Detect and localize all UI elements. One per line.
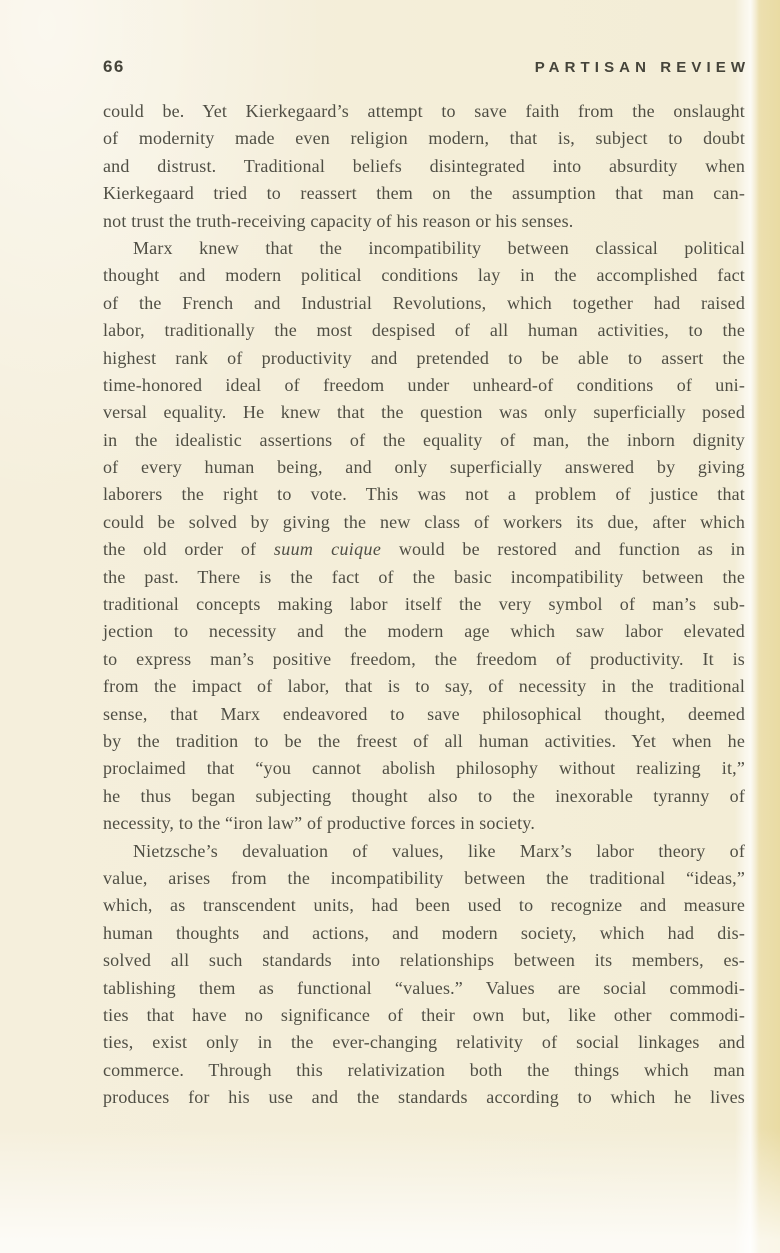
text-line: of modernity made even religion modern, that is, subject to doubt (103, 128, 745, 149)
paragraph (103, 98, 745, 235)
text-line: necessity, to the “iron law” of productive forces in society. (103, 813, 536, 834)
page-header (103, 57, 751, 79)
text-line: human thoughts and actions, and modern society, which had dis- (103, 922, 745, 943)
text-line: proclaimed that “you cannot abolish philosophy without realizing it,” (103, 758, 745, 779)
text-line: not trust the truth-receiving capacity of his reason or his senses. (103, 210, 574, 231)
text-line: Nietzsche’s devaluation of values, like Marx’s labor theory of (133, 840, 745, 861)
text-line: ties that have no significance of their own but, like other commodi- (103, 1004, 745, 1025)
text-line: in the idealistic assertions of the equality of man, the inborn dignity (103, 429, 745, 450)
text-line: the past. There is the fact of the basic incompatibility between the (103, 566, 745, 587)
text-line: which, as transcendent units, had been used to recognize and measure (103, 895, 745, 916)
page-number: 66 (103, 57, 125, 76)
text-line: sense, that Marx endeavored to save philosophical thought, deemed (103, 703, 745, 724)
text-line: commerce. Through this relativization both the things which man (103, 1059, 745, 1080)
text-line: to express man’s positive freedom, the freedom of productivity. It is (103, 648, 745, 669)
text-line: Kierkegaard tried to reassert them on the assumption that man can- (103, 183, 745, 204)
text-line: ties, exist only in the ever-changing relativity of social linkages and (103, 1032, 745, 1053)
text-line: could be solved by giving the new class of workers its due, after which (103, 511, 745, 532)
text-line: thought and modern political conditions lay in the accomplished fact (103, 265, 745, 286)
text-line: could be. Yet Kierkegaard’s attempt to save faith from the onslaught (103, 101, 745, 121)
text-line: from the impact of labor, that is to say, of necessity in the traditional (103, 676, 745, 697)
body-text (103, 98, 745, 1111)
paragraph (103, 235, 745, 838)
text-line: of the French and Industrial Revolutions, which together had raised (103, 292, 745, 313)
text-line: laborers the right to vote. This was not a problem of justice that (103, 484, 745, 505)
paragraph (103, 838, 745, 1112)
text-line: produces for his use and the standards according to which he lives (103, 1087, 745, 1108)
text-line: traditional concepts making labor itself the very symbol of man’s sub- (103, 594, 745, 615)
text-line: labor, traditionally the most despised of all human activities, to the (103, 320, 745, 341)
journal-title: PARTISAN REVIEW (534, 59, 751, 76)
text-line: versal equality. He knew that the question was only superficially posed (103, 402, 745, 423)
text-line: tablishing them as functional “values.” Values are social commodi- (103, 977, 745, 998)
text-line: highest rank of productivity and pretended to be able to assert the (103, 347, 745, 368)
text-line: jection to necessity and the modern age which saw labor elevated (103, 621, 745, 642)
text-line: Marx knew that the incompatibility between classical political (133, 237, 745, 258)
text-line: time-honored ideal of freedom under unheard-of conditions of uni- (103, 374, 745, 395)
text-line: he thus began subjecting thought also to the inexorable tyranny of (103, 785, 745, 806)
text-line: value, arises from the incompatibility between the traditional “ideas,” (103, 867, 745, 888)
text-line: solved all such standards into relationships between its members, es- (103, 950, 745, 971)
text-line: of every human being, and only superficially answered by giving (103, 457, 745, 478)
text-line: and distrust. Traditional beliefs disintegrated into absurdity when (103, 155, 745, 176)
text-line: the old order of suum cuique would be restored and function as in (103, 539, 746, 560)
text-line: by the tradition to be the freest of all human activities. Yet when he (103, 730, 745, 751)
